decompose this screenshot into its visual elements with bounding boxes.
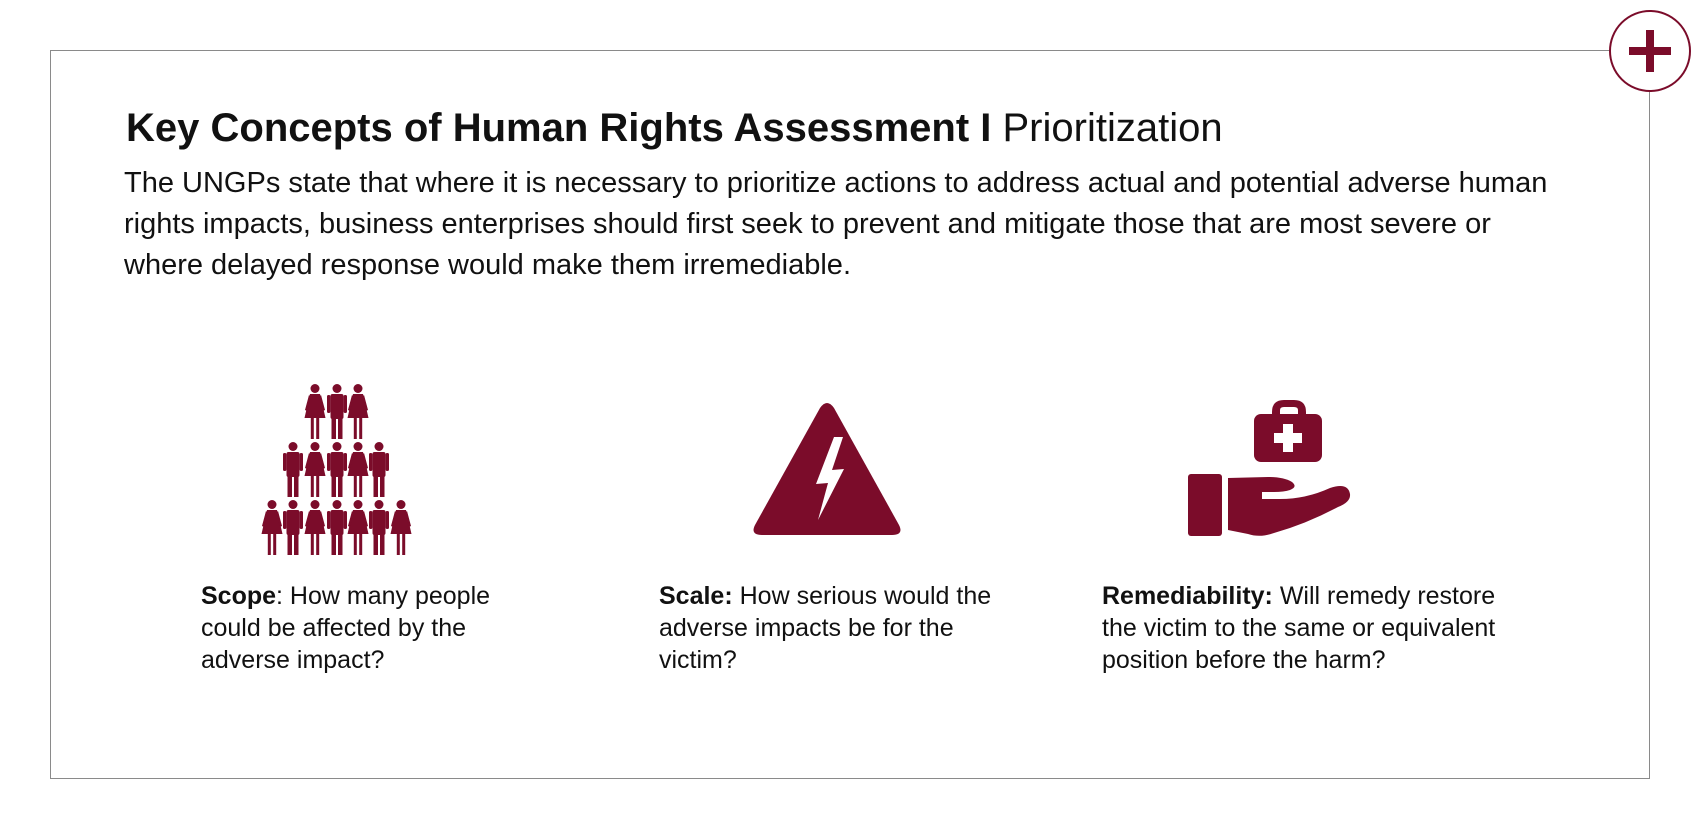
title-bold: Key Concepts of Human Rights Assessment I — [126, 106, 992, 150]
scale-term: Scale: — [659, 582, 733, 610]
slide-title — [126, 104, 1223, 152]
plus-icon — [1611, 12, 1689, 90]
scope-description: How many people could be affected by the adverse impact? — [201, 582, 491, 674]
scope-separator: : — [276, 582, 283, 610]
people-pyramid-icon — [256, 380, 426, 560]
remediability-term: Remediability: — [1102, 582, 1273, 610]
scale-description: How serious would the adverse impacts be for the victim? — [659, 582, 992, 674]
scope-term: Scope — [201, 582, 277, 610]
remediability-description: Will remedy restore the victim to the same or equivalent position before the harm? — [1102, 582, 1496, 674]
title-light: Prioritization — [1002, 106, 1223, 150]
expand-button[interactable] — [1609, 10, 1691, 92]
scale-caption — [659, 580, 1029, 676]
intro-paragraph: The UNGPs state that where it is necessary to prioritize actions to address actual and potential adverse human rights impacts, business enterprises should first seek to prevent and mitigate those that are most severe or where delayed response would make them irremediable. — [124, 167, 1548, 281]
hand-first-aid-kit-icon — [1188, 398, 1353, 542]
warning-triangle-lightning-icon — [752, 400, 902, 540]
scope-caption — [201, 580, 541, 676]
remediability-caption — [1102, 580, 1502, 676]
